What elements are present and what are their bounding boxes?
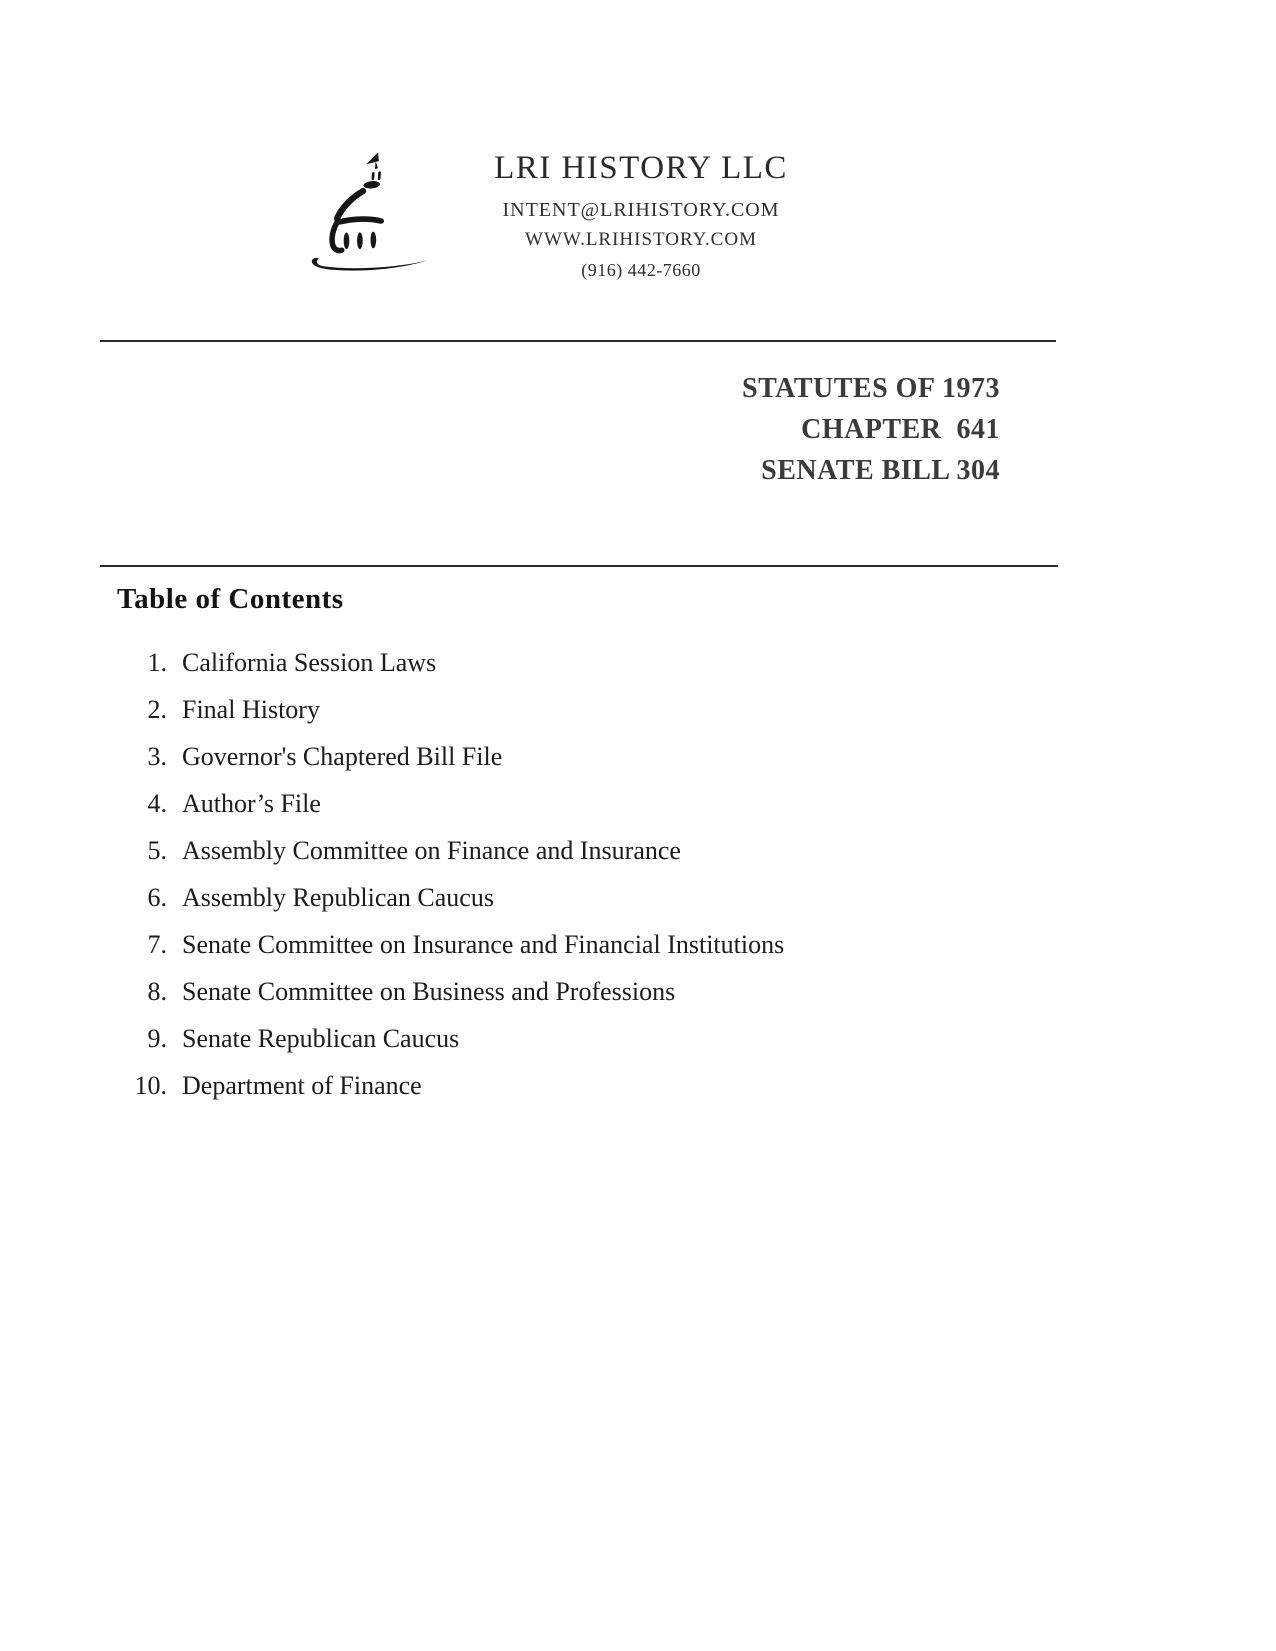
toc-item-number: 7. (147, 930, 167, 959)
toc-list (117, 648, 1276, 1101)
toc-item (117, 695, 1276, 725)
toc-item-label: Assembly Republican Caucus (182, 883, 494, 912)
toc-item (117, 977, 1276, 1007)
toc-item (117, 648, 1276, 678)
toc-item (117, 930, 1276, 960)
statutes-line: STATUTES OF 1973 (742, 373, 1000, 404)
toc-item (117, 789, 1276, 819)
toc-item-number: 5. (147, 836, 167, 865)
toc-item-label: Senate Committee on Insurance and Financial Institutions (182, 930, 785, 959)
toc-item (117, 1071, 1276, 1101)
statute-reference (0, 368, 1276, 491)
toc-item-label: Senate Republican Caucus (182, 1024, 460, 1053)
toc-item-number: 6. (147, 883, 167, 912)
capitol-dome-icon (296, 281, 438, 298)
horizontal-rule-bottom (100, 565, 1058, 567)
toc-item-label: Department of Finance (182, 1071, 422, 1100)
toc-item-number: 8. (147, 977, 167, 1006)
company-logo (296, 126, 438, 294)
toc-item-number: 2. (147, 695, 167, 724)
toc-title: Table of Contents (117, 583, 344, 615)
toc-item-label: Final History (182, 695, 320, 724)
company-website: WWW.LRIHISTORY.COM (525, 229, 757, 250)
toc-item-number: 4. (147, 789, 167, 818)
toc-item-label: Assembly Committee on Finance and Insurance (182, 836, 681, 865)
toc-item-number: 10. (134, 1071, 167, 1100)
toc-item-label: Author’s File (182, 789, 321, 818)
contact-block (466, 126, 816, 281)
company-name: LRI HISTORY LLC (494, 150, 788, 186)
toc-item-number: 1. (147, 648, 167, 677)
horizontal-rule-top (100, 340, 1056, 342)
toc-item-number: 3. (147, 742, 167, 771)
toc-item (117, 1024, 1276, 1054)
toc-item-label: Senate Committee on Business and Professions (182, 977, 676, 1006)
toc-item (117, 836, 1276, 866)
company-email: INTENT@LRIHISTORY.COM (502, 199, 780, 221)
toc-item-number: 9. (147, 1024, 167, 1053)
toc-item-label: Governor's Chaptered Bill File (182, 742, 503, 771)
toc-item-label: California Session Laws (182, 648, 437, 677)
letterhead (0, 0, 1276, 294)
senate-bill-line: SENATE BILL 304 (761, 455, 1000, 486)
chapter-line: CHAPTER 641 (801, 414, 1000, 445)
toc-item (117, 883, 1276, 913)
company-phone: (916) 442-7660 (581, 260, 701, 280)
toc-item (117, 742, 1276, 772)
